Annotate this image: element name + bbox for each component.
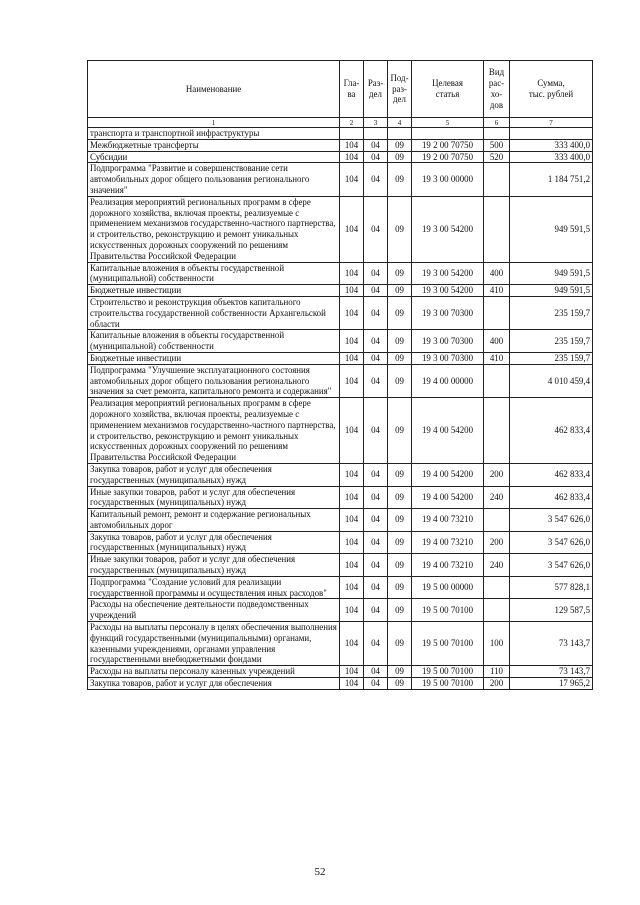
- cell-name: Капитальные вложения в объекты государственной (муниципальной) собственности: [88, 330, 340, 353]
- column-number: 7: [510, 118, 593, 128]
- cell-name: транспорта и транспортной инфраструктуры: [88, 128, 340, 140]
- cell-podrazdel: 09: [388, 622, 412, 666]
- cell-glava: 104: [340, 509, 364, 532]
- cell-glava: 104: [340, 151, 364, 163]
- column-number: 6: [484, 118, 510, 128]
- cell-name: Капитальный ремонт, ремонт и содержание региональных автомобильных дорог: [88, 509, 340, 532]
- table-row: [88, 352, 593, 364]
- cell-name: Закупка товаров, работ и услуг для обеспечения государственных (муниципальных) нужд: [88, 463, 340, 486]
- cell-razdel: 04: [364, 509, 388, 532]
- column-number-row: [88, 118, 593, 128]
- cell-podrazdel: 09: [388, 509, 412, 532]
- cell-glava: 104: [340, 576, 364, 599]
- cell-target: 19 5 00 70100: [412, 666, 484, 678]
- cell-sum: 1 184 751,2: [510, 163, 593, 196]
- table-row: [88, 196, 593, 262]
- cell-sum: 17 965,2: [510, 678, 593, 690]
- cell-sum: 333 400,0: [510, 151, 593, 163]
- cell-name: Межбюджетные трансферты: [88, 139, 340, 151]
- cell-target: 19 4 00 00000: [412, 364, 484, 397]
- cell-glava: 104: [340, 678, 364, 690]
- cell-target: 19 4 00 54200: [412, 486, 484, 509]
- cell-razdel: 04: [364, 398, 388, 464]
- cell-vid: 400: [484, 262, 510, 285]
- header-name: Наименование: [88, 61, 340, 118]
- cell-name: Подпрограмма "Создание условий для реализации государственной программы и осуществления иных расходов": [88, 576, 340, 599]
- cell-podrazdel: 09: [388, 139, 412, 151]
- cell-sum: 3 547 626,0: [510, 509, 593, 532]
- cell-target: 19 3 00 00000: [412, 163, 484, 196]
- header-glava: Гла- ва: [340, 61, 364, 118]
- cell-vid: 400: [484, 330, 510, 353]
- cell-glava: 104: [340, 285, 364, 297]
- cell-podrazdel: 09: [388, 463, 412, 486]
- table-row: [88, 262, 593, 285]
- cell-glava: 104: [340, 531, 364, 554]
- cell-razdel: 04: [364, 678, 388, 690]
- table-header: [88, 61, 593, 128]
- cell-vid: 100: [484, 622, 510, 666]
- header-target: Целевая статья: [412, 61, 484, 118]
- cell-vid: [484, 296, 510, 329]
- cell-target: 19 5 00 70100: [412, 678, 484, 690]
- cell-razdel: 04: [364, 622, 388, 666]
- cell-target: 19 4 00 54200: [412, 398, 484, 464]
- table-row: [88, 622, 593, 666]
- cell-sum: 949 591,5: [510, 196, 593, 262]
- table-row: [88, 666, 593, 678]
- page-number: 52: [314, 866, 326, 878]
- cell-sum: 462 833,4: [510, 398, 593, 464]
- table-row: [88, 285, 593, 297]
- cell-glava: 104: [340, 554, 364, 577]
- header-podrazdel: Под- раз- дел: [388, 61, 412, 118]
- cell-razdel: 04: [364, 163, 388, 196]
- table-row: [88, 163, 593, 196]
- cell-name: Расходы на обеспечение деятельности подведомственных учреждений: [88, 599, 340, 622]
- table-row: [88, 139, 593, 151]
- cell-glava: 104: [340, 599, 364, 622]
- cell-podrazdel: 09: [388, 285, 412, 297]
- cell-podrazdel: 09: [388, 576, 412, 599]
- cell-name: Закупка товаров, работ и услуг для обеспечения государственных (муниципальных) нужд: [88, 531, 340, 554]
- cell-glava: 104: [340, 398, 364, 464]
- cell-vid: 240: [484, 486, 510, 509]
- cell-razdel: 04: [364, 285, 388, 297]
- cell-vid: 240: [484, 554, 510, 577]
- cell-target: 19 4 00 54200: [412, 463, 484, 486]
- budget-table: [87, 60, 593, 690]
- cell-podrazdel: 09: [388, 151, 412, 163]
- cell-glava: 104: [340, 486, 364, 509]
- cell-podrazdel: [388, 128, 412, 140]
- cell-razdel: 04: [364, 531, 388, 554]
- cell-glava: 104: [340, 463, 364, 486]
- cell-glava: 104: [340, 262, 364, 285]
- table-row: [88, 151, 593, 163]
- cell-podrazdel: 09: [388, 678, 412, 690]
- cell-glava: 104: [340, 622, 364, 666]
- cell-name: Бюджетные инвестиции: [88, 285, 340, 297]
- cell-podrazdel: 09: [388, 554, 412, 577]
- column-number: 1: [88, 118, 340, 128]
- cell-vid: 110: [484, 666, 510, 678]
- header-row: [88, 61, 593, 118]
- cell-podrazdel: 09: [388, 296, 412, 329]
- cell-target: 19 3 00 70300: [412, 330, 484, 353]
- cell-razdel: 04: [364, 666, 388, 678]
- cell-name: Закупка товаров, работ и услуг для обеспечения: [88, 678, 340, 690]
- cell-target: 19 3 00 70300: [412, 352, 484, 364]
- cell-target: 19 5 00 70100: [412, 622, 484, 666]
- table-body: [88, 128, 593, 690]
- cell-sum: 235 159,7: [510, 352, 593, 364]
- cell-vid: 520: [484, 151, 510, 163]
- cell-sum: 462 833,4: [510, 463, 593, 486]
- header-sum: Сумма, тыс. рублей: [510, 61, 593, 118]
- cell-podrazdel: 09: [388, 330, 412, 353]
- cell-sum: 73 143,7: [510, 622, 593, 666]
- cell-vid: [484, 576, 510, 599]
- column-number: 5: [412, 118, 484, 128]
- cell-sum: 949 591,5: [510, 285, 593, 297]
- cell-name: Иные закупки товаров, работ и услуг для обеспечения государственных (муниципальных) нужд: [88, 554, 340, 577]
- column-number: 3: [364, 118, 388, 128]
- cell-vid: 200: [484, 463, 510, 486]
- column-number: 4: [388, 118, 412, 128]
- cell-glava: 104: [340, 163, 364, 196]
- table-row: [88, 531, 593, 554]
- table-row: [88, 509, 593, 532]
- cell-target: 19 3 00 70300: [412, 296, 484, 329]
- cell-razdel: 04: [364, 352, 388, 364]
- cell-glava: 104: [340, 364, 364, 397]
- cell-name: Бюджетные инвестиции: [88, 352, 340, 364]
- table-row: [88, 486, 593, 509]
- cell-vid: 500: [484, 139, 510, 151]
- cell-vid: [484, 196, 510, 262]
- table-row: [88, 330, 593, 353]
- cell-vid: [484, 163, 510, 196]
- cell-name: Реализация мероприятий региональных программ в сфере дорожного хозяйства, включая проекты, реализуемые с применением механизмов государственно-частного партнерства, и строительство, реконструкцию и ремонт уникальных искусственных дорожных сооружений по решениям Правительства Российской Федерации: [88, 398, 340, 464]
- cell-sum: 3 547 626,0: [510, 554, 593, 577]
- cell-sum: 949 591,5: [510, 262, 593, 285]
- cell-glava: 104: [340, 352, 364, 364]
- cell-target: 19 4 00 73210: [412, 531, 484, 554]
- cell-name: Расходы на выплаты персоналу казенных учреждений: [88, 666, 340, 678]
- cell-razdel: 04: [364, 196, 388, 262]
- cell-glava: 104: [340, 139, 364, 151]
- cell-razdel: [364, 128, 388, 140]
- cell-razdel: 04: [364, 576, 388, 599]
- cell-podrazdel: 09: [388, 364, 412, 397]
- cell-glava: 104: [340, 666, 364, 678]
- cell-sum: [510, 128, 593, 140]
- cell-name: Иные закупки товаров, работ и услуг для обеспечения государственных (муниципальных) нужд: [88, 486, 340, 509]
- cell-sum: 235 159,7: [510, 296, 593, 329]
- cell-razdel: 04: [364, 139, 388, 151]
- table-row: [88, 128, 593, 140]
- cell-vid: 200: [484, 531, 510, 554]
- cell-sum: 4 010 459,4: [510, 364, 593, 397]
- cell-vid: 200: [484, 678, 510, 690]
- table-row: [88, 576, 593, 599]
- cell-podrazdel: 09: [388, 666, 412, 678]
- table-row: [88, 678, 593, 690]
- cell-vid: 410: [484, 352, 510, 364]
- cell-sum: 73 143,7: [510, 666, 593, 678]
- cell-target: 19 2 00 70750: [412, 139, 484, 151]
- column-number: 2: [340, 118, 364, 128]
- cell-target: 19 5 00 00000: [412, 576, 484, 599]
- cell-target: [412, 128, 484, 140]
- cell-sum: 3 547 626,0: [510, 531, 593, 554]
- cell-name: Расходы на выплаты персоналу в целях обеспечения выполнения функций государственными (муниципальными) органами, казенными учреждениями, органами управления государственными внебюджетными фондами: [88, 622, 340, 666]
- cell-razdel: 04: [364, 554, 388, 577]
- cell-razdel: 04: [364, 330, 388, 353]
- cell-target: 19 3 00 54200: [412, 196, 484, 262]
- table-row: [88, 554, 593, 577]
- cell-vid: 410: [484, 285, 510, 297]
- header-razdel: Раз- дел: [364, 61, 388, 118]
- table-row: [88, 398, 593, 464]
- cell-target: 19 2 00 70750: [412, 151, 484, 163]
- cell-razdel: 04: [364, 486, 388, 509]
- cell-razdel: 04: [364, 463, 388, 486]
- cell-vid: [484, 128, 510, 140]
- table-row: [88, 599, 593, 622]
- cell-glava: 104: [340, 196, 364, 262]
- cell-podrazdel: 09: [388, 398, 412, 464]
- cell-target: 19 5 00 70100: [412, 599, 484, 622]
- table-row: [88, 296, 593, 329]
- cell-podrazdel: 09: [388, 196, 412, 262]
- cell-name: Субсидии: [88, 151, 340, 163]
- cell-sum: 129 587,5: [510, 599, 593, 622]
- cell-vid: [484, 509, 510, 532]
- cell-razdel: 04: [364, 262, 388, 285]
- header-vid: Вид рас- хо- дов: [484, 61, 510, 118]
- cell-target: 19 3 00 54200: [412, 262, 484, 285]
- cell-sum: 333 400,0: [510, 139, 593, 151]
- cell-name: Реализация мероприятий региональных программ в сфере дорожного хозяйства, включая проекты, реализуемые с применением механизмов государственно-частного партнерства, и строительство, реконструкцию и ремонт уникальных искусственных дорожных сооружений по решениям Правительства Российской Федерации: [88, 196, 340, 262]
- cell-sum: 235 159,7: [510, 330, 593, 353]
- cell-podrazdel: 09: [388, 352, 412, 364]
- cell-name: Строительство и реконструкция объектов капитального строительства государственной собственности Архангельской области: [88, 296, 340, 329]
- cell-sum: 577 828,1: [510, 576, 593, 599]
- cell-razdel: 04: [364, 364, 388, 397]
- cell-target: 19 3 00 54200: [412, 285, 484, 297]
- cell-razdel: 04: [364, 599, 388, 622]
- cell-podrazdel: 09: [388, 599, 412, 622]
- cell-name: Подпрограмма "Развитие и совершенствование сети автомобильных дорог общего пользования регионального значения": [88, 163, 340, 196]
- cell-target: 19 4 00 73210: [412, 509, 484, 532]
- cell-name: Капитальные вложения в объекты государственной (муниципальной) собственности: [88, 262, 340, 285]
- cell-glava: 104: [340, 330, 364, 353]
- cell-podrazdel: 09: [388, 531, 412, 554]
- cell-vid: [484, 599, 510, 622]
- cell-name: Подпрограмма "Улучшение эксплуатационного состояния автомобильных дорог общего пользования регионального значения за счет ремонта, капитального ремонта и содержания": [88, 364, 340, 397]
- cell-glava: 104: [340, 296, 364, 329]
- cell-sum: 462 833,4: [510, 486, 593, 509]
- cell-vid: [484, 364, 510, 397]
- cell-vid: [484, 398, 510, 464]
- table-row: [88, 463, 593, 486]
- cell-podrazdel: 09: [388, 486, 412, 509]
- cell-target: 19 4 00 73210: [412, 554, 484, 577]
- cell-glava: [340, 128, 364, 140]
- table-row: [88, 364, 593, 397]
- cell-podrazdel: 09: [388, 262, 412, 285]
- cell-razdel: 04: [364, 151, 388, 163]
- cell-podrazdel: 09: [388, 163, 412, 196]
- cell-razdel: 04: [364, 296, 388, 329]
